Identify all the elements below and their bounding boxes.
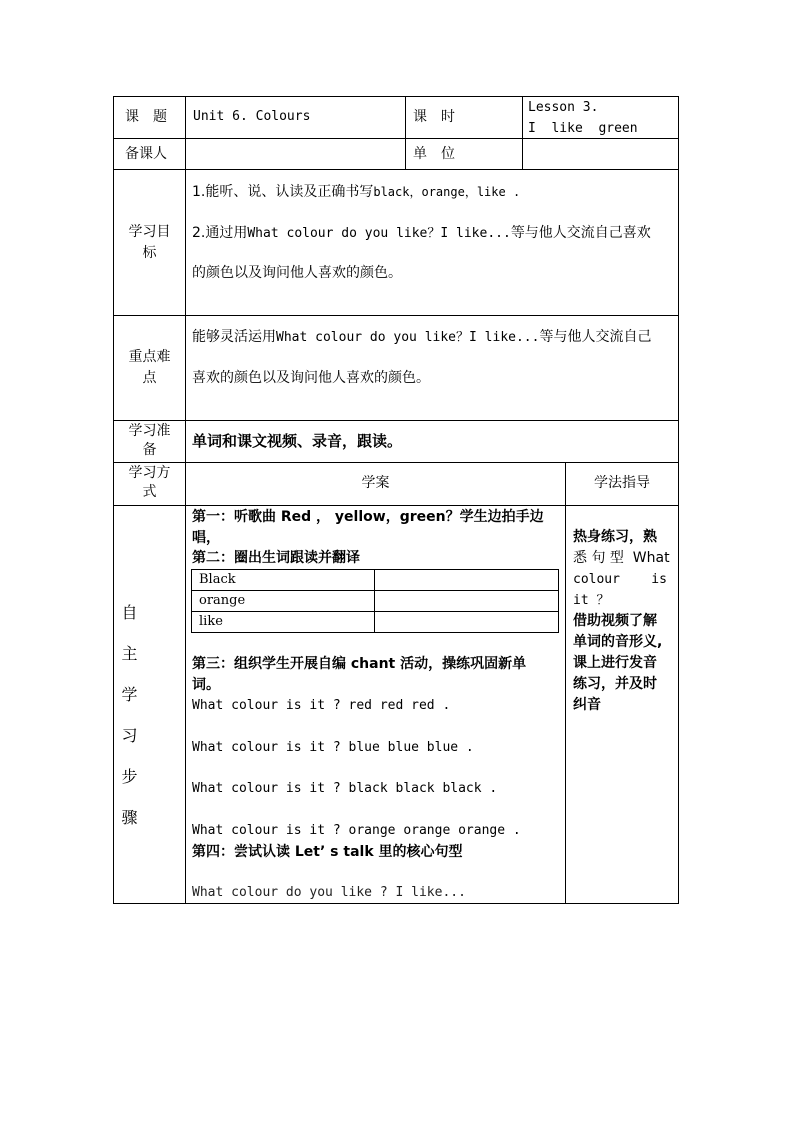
objective-2-prefix: 2.通过用 [192,225,248,241]
row-divider [113,169,679,170]
period-value-line1: Lesson 3. [528,100,599,115]
column-divider [565,462,566,904]
method-label [114,464,185,502]
row-divider [113,315,679,316]
guide-line: 课上进行发音 [573,655,657,671]
column-divider [522,96,523,170]
objective-1 [192,183,520,201]
objective-1-prefix: 1.能听、说、认读及正确书写 [192,184,374,200]
plan-header: 学案 [361,475,390,491]
guide-line: 借助视频了解 [573,613,657,629]
self-study-char: 学 [121,685,138,704]
row-divider [113,462,679,463]
self-study-char: 骤 [121,808,138,827]
guide-line: 练习，并及时 [573,676,657,692]
guide-line: it ？ [573,593,610,608]
guide-line: 纠音 [573,697,601,713]
objectives-label-line2: 标 [142,245,157,261]
step-1-line1: 第一：听歌曲 Red ， yellow，green？学生边拍手边 [192,509,544,525]
period-label: 课 时 [413,109,455,125]
vocab-row-divider [191,590,559,591]
table-border-bottom [113,903,679,904]
key-points-line2: 喜欢的颜色以及询问他人喜欢的颜色。 [192,370,430,386]
chant-line: What colour is it ? blue blue blue . [192,740,474,755]
vocab-row-divider [191,611,559,612]
preparation-label [114,422,185,460]
chant-line: What colour is it ? red red red . [192,698,451,713]
vocab-word: orange [199,593,246,608]
self-study-char: 自 [121,603,138,622]
self-study-char: 习 [121,726,138,745]
self-study-label [114,592,145,838]
objective-2 [192,224,651,243]
vocab-word: Black [199,572,236,587]
vocab-word: like [199,614,223,629]
period-value-line2: I like green [528,121,638,136]
step-1-line2: 唱， [192,530,220,546]
vocab-col-divider [374,569,375,633]
table-border-right [678,96,679,904]
preparation-value: 单词和课文视频、录音，跟读。 [192,432,403,450]
topic-label: 课 题 [125,109,167,125]
topic-value: Unit 6. Colours [193,109,311,124]
objectives-label-line1: 学习目 [128,224,171,240]
column-divider [185,96,186,904]
key-points-suffix: 等与他人交流自己 [539,329,652,345]
objective-2-suffix: 等与他人交流自己喜欢 [510,225,651,241]
guide-line: colour is [573,572,667,587]
key-points-label [114,347,185,389]
self-study-char: 步 [121,767,138,786]
objective-2-line2: 的颜色以及询问他人喜欢的颜色。 [192,265,402,281]
unit-label: 单 位 [413,146,455,162]
preparer-label: 备课人 [125,146,167,162]
row-divider [113,138,679,139]
chant-line: What colour is it ? black black black . [192,781,498,796]
method-label-line1: 学习方 [128,465,171,481]
key-points-line1 [192,328,651,347]
row-divider [113,505,679,506]
objectives-label [114,222,185,264]
row-divider [113,420,679,421]
column-divider [405,96,406,170]
preparation-label-line2: 备 [142,442,157,458]
table-border-top [113,96,679,97]
key-points-label-line2: 点 [142,370,157,386]
method-label-line2: 式 [142,484,157,500]
chant-line: What colour is it ? orange orange orange . [192,823,521,838]
step-3-line2: 词。 [192,677,220,693]
step-3-line1: 第三：组织学生开展自编 chant 活动，操练巩固新单 [192,656,527,672]
guide-line: 单词的音形义, [573,634,663,650]
key-points-prefix: 能够灵活运用 [192,329,276,345]
self-study-char: 主 [121,644,138,663]
objective-2-phrase: What colour do you like？I like... [247,226,511,241]
key-points-label-line1: 重点难 [128,349,171,365]
preparation-label-line1: 学习准 [128,423,171,439]
key-points-phrase: What colour do you like？I like... [276,330,540,345]
core-sentence: What colour do you like ? I like... [192,885,466,900]
step-2: 第二：圈出生词跟读并翻译 [192,550,360,566]
guide-header: 学法指导 [594,475,650,491]
objective-1-words: black，orange，like . [373,185,521,199]
guide-line: 热身练习，熟 [573,529,657,545]
step-4: 第四：尝试认读 Let’ s talk 里的核心句型 [192,844,463,860]
guide-line: 悉 句 型 What [573,550,670,566]
vocab-table [191,569,559,633]
